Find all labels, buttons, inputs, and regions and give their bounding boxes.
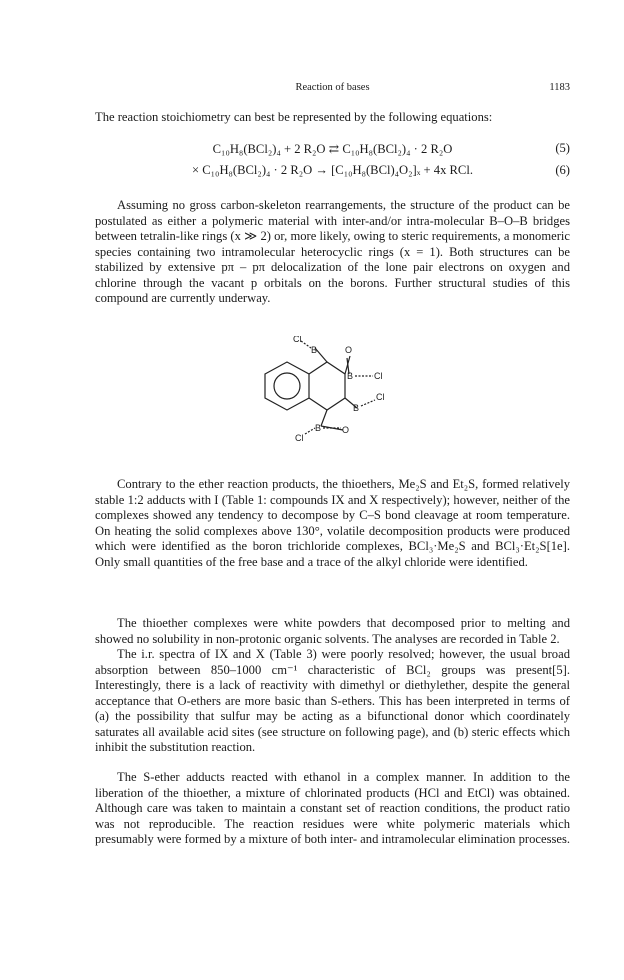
paragraph-ethanol-reaction: The S-ether adducts reacted with ethanol in a complex manner. In addition to the liberation of the thioether, a mixture of chlorinated products (HCl and EtCl) was obtained. Although care was taken to maintain a constant set of reaction conditions, the product ratio was not reproducible. The reaction residues were white polymeric materials which presumably were formed by a mixture of both inter- and intramolecular elimination processes. bbox=[95, 770, 571, 846]
atom-label: B bbox=[315, 423, 322, 433]
running-title: Reaction of bases bbox=[295, 82, 370, 93]
saturated-ring bbox=[309, 362, 345, 410]
page-number: 1183 bbox=[549, 82, 570, 93]
atom-label: Cl bbox=[376, 392, 385, 402]
equation-5 bbox=[95, 141, 570, 159]
equation-expression: × C₁₀H₈(BCl₂)₄ · 2 R₂O → [C₁₀H₈(BCl)₄O₂]ₓ + 4x RCl. bbox=[192, 163, 473, 177]
paragraph-thioethers: Contrary to the ether reaction products, the thioethers, Me₂S and Et₂S, formed relatively stable 1:2 adducts with I (Table 1: compounds IX and X respectively); however, neither of the complexes showed any tendency to decompose by C–S bond cleavage at room temperature. On heating the solid complexes above 130°, volatile decomposition products were produced which were identified as the boron trichloride complexes, BCl₃·Me₂S and BCl₃·Et₂S[1e]. Only small quantities of the free base and a trace of the alkyl chloride were identified. bbox=[95, 477, 570, 569]
intro-sentence: The reaction stoichiometry can best be represented by the following equations: bbox=[95, 110, 493, 124]
equation-6 bbox=[95, 163, 570, 181]
benzene-ring bbox=[265, 362, 309, 410]
paragraph-ir-spectra: The i.r. spectra of IX and X (Table 3) were poorly resolved; however, the usual broad absorption between 850–1000 cm⁻¹ characteristic of BCl₂ groups was present[5]. Interestingly, there is a lack of reactivity with dimethyl or diethylether, despite the general acceptance that O-ethers are more basic than S-ethers. This has been interpreted in terms of (a) the possibility that sulfur may be acting as a bifunctional donor which coordinately saturates all available acid sites (see structure on following page), and (b) steric effects which inhibit the substitution reaction. bbox=[95, 647, 570, 754]
equation-number: (5) bbox=[555, 141, 570, 155]
chemical-structure-diagram bbox=[235, 336, 400, 471]
paragraph-complexes: The thioether complexes were white powders that decomposed prior to melting and showed no solubility in non-protonic organic solvents. The analyses are recorded in Table 2. bbox=[95, 616, 570, 646]
atom-label: Cl bbox=[293, 336, 302, 344]
atom-label: B bbox=[353, 403, 360, 413]
aromatic-circle bbox=[274, 373, 300, 399]
equation-number: (6) bbox=[555, 163, 570, 177]
paragraph-structure: Assuming no gross carbon-skeleton rearrangements, the structure of the product can be postulated as either a polymeric material with inter-and/or intra-molecular B–O–B bridges between tetralin-like rings (x ≫ 2) or, more likely, owing to steric requirements, a monomeric species containing two intramolecular heterocyclic rings (x = 1). Both structures can be stabilized by extensive pπ – pπ delocalization of the lone pair electrons on oxygen and chlorine through the vacant p orbitals on the borons. Further structural studies of this compound are currently underway. bbox=[95, 198, 570, 305]
atom-label: Cl bbox=[374, 371, 383, 381]
atom-label: B bbox=[311, 345, 318, 355]
atom-label: O bbox=[345, 345, 353, 355]
atom-label: B bbox=[347, 371, 354, 381]
running-header bbox=[95, 82, 570, 98]
equation-expression: C₁₀H₈(BCl₂)₄ + 2 R₂O ⇄ C₁₀H₈(BCl₂)₄ · 2 R₂O bbox=[212, 142, 453, 156]
structure-figure bbox=[235, 336, 400, 471]
atom-label: O bbox=[342, 425, 350, 435]
atom-label: Cl bbox=[295, 433, 304, 443]
